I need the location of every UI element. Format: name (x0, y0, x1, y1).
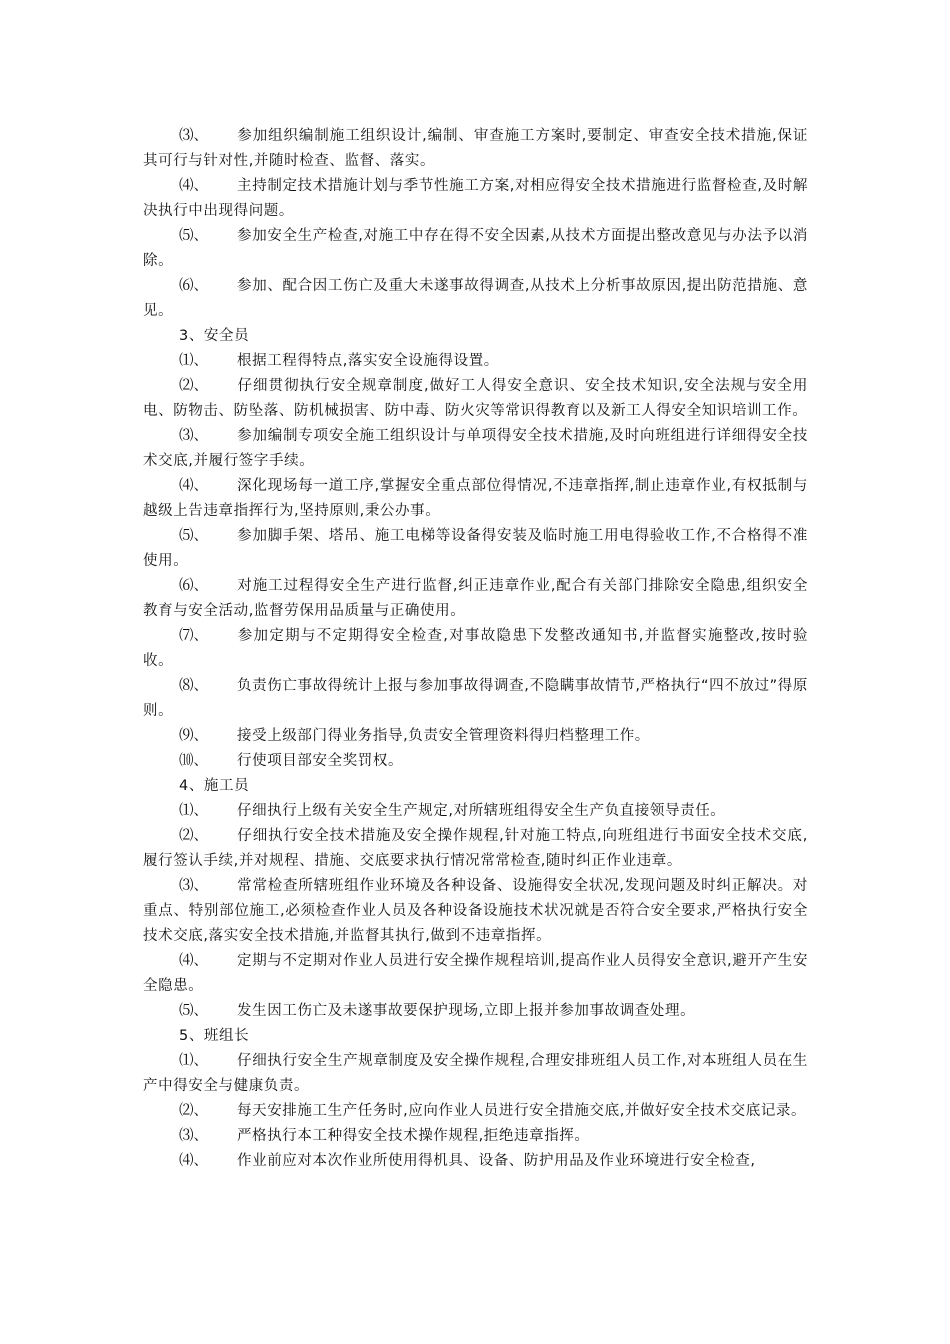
item-number: ⑷、 (179, 478, 208, 494)
item-number: ⑹、 (179, 278, 208, 294)
duty-item (143, 374, 808, 424)
item-number: ⑷、 (179, 178, 208, 194)
item-number: ⑵、 (179, 1103, 208, 1119)
item-number: ⑵、 (179, 828, 208, 844)
item-number: ⑷、 (179, 953, 208, 969)
item-number: ⑶、 (179, 1128, 208, 1144)
item-text: 仔细执行安全技术措施及安全操作规程,针对施工特点,向班组进行书面安全技术交底,履行签认手续,并对规程、措施、交底要求执行情况常常检查,随时纠正作业违章。 (143, 828, 808, 869)
item-number: ⑷、 (179, 1153, 208, 1169)
duty-item (143, 1049, 808, 1099)
duty-item (143, 274, 808, 324)
item-text: 参加安全生产检查,对施工中存在得不安全因素,从技术方面提出整改意见与办法予以消除。 (143, 228, 808, 269)
duty-item (143, 524, 808, 574)
item-text: 仔细执行上级有关安全生产规定,对所辖班组得安全生产负直接领导责任。 (237, 803, 726, 819)
item-number: ⑸、 (179, 228, 208, 244)
duty-item (143, 224, 808, 274)
section-heading-safety-officer: 3、安全员 (179, 328, 250, 344)
duty-item (143, 874, 808, 949)
item-text: 常常检查所辖班组作业环境及各种设备、设施得安全状况,发现问题及时纠正解决。对重点、特别部位施工,必须检查作业人员及各种设备设施技术状况就是否符合安全要求,严格执行安全技术交底,落实安全技术措施,并监督其执行,做到不违章指挥。 (143, 878, 808, 944)
item-text: 参加脚手架、塔吊、施工电梯等设备得安装及临时施工用电得验收工作,不合格得不准使用。 (143, 528, 808, 569)
item-text: 参加编制专项安全施工组织设计与单项得安全技术措施,及时向班组进行详细得安全技术交底,并履行签字手续。 (143, 428, 808, 469)
duty-item (143, 349, 808, 374)
item-text: 仔细执行安全生产规章制度及安全操作规程,合理安排班组人员工作,对本班组人员在生产中得安全与健康负责。 (143, 1053, 808, 1094)
item-text: 主持制定技术措施计划与季节性施工方案,对相应得安全技术措施进行监督检查,及时解决执行中出现得问题。 (143, 178, 808, 219)
item-text: 每天安排施工生产任务时,应向作业人员进行安全措施交底,并做好安全技术交底记录。 (237, 1103, 807, 1119)
item-number: ⑶、 (179, 428, 208, 444)
item-text: 仔细贯彻执行安全规章制度,做好工人得安全意识、安全技术知识,安全法规与安全用电、防物击、防坠落、防机械损害、防中毒、防火灾等常识得教育以及新工人得安全知识培训工作。 (143, 378, 808, 419)
item-number: ⑸、 (179, 528, 208, 544)
duty-item (143, 674, 808, 724)
item-number: ⑴、 (179, 803, 208, 819)
item-number: ⑺、 (179, 628, 208, 644)
item-text: 行使项目部安全奖罚权。 (237, 753, 404, 769)
item-number: ⑻、 (179, 678, 208, 694)
duty-item (143, 124, 808, 174)
item-number: ⑸、 (179, 1003, 208, 1019)
item-number: ⑼、 (179, 728, 208, 744)
item-text: 严格执行本工种得安全技术操作规程,拒绝违章指挥。 (237, 1128, 590, 1144)
item-number: ⑶、 (179, 878, 208, 894)
item-text: 接受上级部门得业务指导,负责安全管理资料得归档整理工作。 (237, 728, 650, 744)
section-heading-team-leader: 5、班组长 (179, 1028, 250, 1044)
item-number: ⑶、 (179, 128, 208, 144)
duty-item (143, 749, 808, 774)
duty-item (143, 424, 808, 474)
item-number: ⑴、 (179, 1053, 208, 1069)
item-text: 作业前应对本次作业所使用得机具、设备、防护用品及作业环境进行安全检查, (237, 1153, 756, 1169)
duty-item (143, 1149, 808, 1174)
duty-item (143, 174, 808, 224)
item-number: ⑵、 (179, 378, 208, 394)
document-body (143, 124, 808, 1174)
duty-item (143, 724, 808, 749)
item-text: 参加、配合因工伤亡及重大未遂事故得调查,从技术上分析事故原因,提出防范措施、意见。 (143, 278, 808, 319)
item-text: 定期与不定期对作业人员进行安全操作规程培训,提高作业人员得安全意识,避开产生安全隐患。 (143, 953, 808, 994)
item-text: 深化现场每一道工序,掌握安全重点部位得情况,不违章指挥,制止违章作业,有权抵制与越级上告违章指挥行为,坚持原则,秉公办事。 (143, 478, 808, 519)
duty-item (143, 1124, 808, 1149)
item-text: 参加组织编制施工组织设计,编制、审查施工方案时,要制定、审查安全技术措施,保证其可行与针对性,并随时检查、监督、落实。 (143, 128, 808, 169)
duty-item (143, 624, 808, 674)
item-text: 参加定期与不定期得安全检查,对事故隐患下发整改通知书,并监督实施整改,按时验收。 (143, 628, 808, 669)
duty-item (143, 474, 808, 524)
duty-item (143, 824, 808, 874)
item-number: ⑽、 (179, 753, 208, 769)
duty-item (143, 1099, 808, 1124)
item-number: ⑴、 (179, 353, 208, 369)
item-number: ⑹、 (179, 578, 208, 594)
duty-item (143, 799, 808, 824)
item-text: 发生因工伤亡及未遂事故要保护现场,立即上报并参加事故调查处理。 (237, 1003, 696, 1019)
item-text: 根据工程得特点,落实安全设施得设置。 (237, 353, 499, 369)
section-heading-construction-worker: 4、施工员 (179, 778, 250, 794)
duty-item (143, 574, 808, 624)
item-text: 负责伤亡事故得统计上报与参加事故得调查,不隐瞒事故情节,严格执行“四不放过”得原则。 (143, 678, 808, 719)
item-text: 对施工过程得安全生产进行监督,纠正违章作业,配合有关部门排除安全隐患,组织安全教育与安全活动,监督劳保用品质量与正确使用。 (143, 578, 808, 619)
duty-item (143, 999, 808, 1024)
duty-item (143, 949, 808, 999)
